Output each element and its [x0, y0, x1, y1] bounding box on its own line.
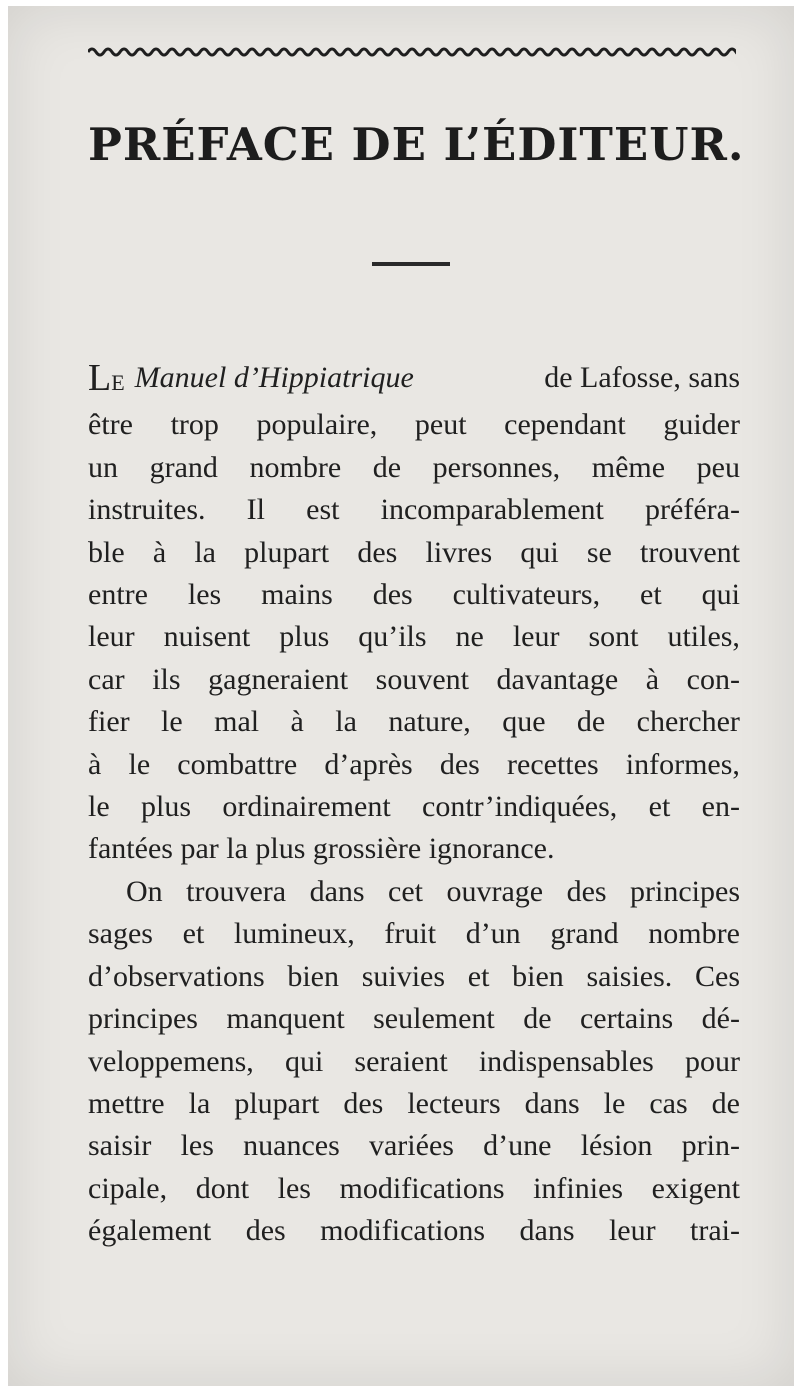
- word: les: [187, 578, 222, 612]
- word: souvent: [375, 662, 469, 696]
- word: est: [306, 493, 340, 527]
- word: prin-: [681, 1129, 740, 1163]
- word: nombre: [648, 917, 740, 951]
- word: que: [502, 705, 546, 739]
- text-line: [88, 744, 740, 786]
- dropcap-smallcaps: E: [111, 370, 125, 395]
- word: cipale,: [88, 1171, 168, 1205]
- word: et: [467, 959, 490, 993]
- text-line: [88, 1168, 740, 1210]
- text-line: [88, 913, 740, 955]
- word: plupart: [244, 535, 330, 569]
- word: cependant: [504, 408, 626, 442]
- word: personnes,: [432, 450, 561, 484]
- word: principes: [630, 874, 740, 908]
- word: dans: [519, 1214, 575, 1248]
- word: le: [603, 1086, 626, 1120]
- text-line: [88, 532, 740, 574]
- word: le: [88, 790, 110, 824]
- body-text: [88, 357, 740, 1253]
- text-line: [88, 786, 740, 828]
- word: un: [88, 450, 118, 484]
- word: peut: [414, 408, 467, 442]
- word: plupart: [234, 1086, 320, 1120]
- word: la: [188, 1086, 211, 1120]
- word: le: [161, 705, 183, 739]
- word: sont: [588, 620, 639, 654]
- word: lecteurs: [407, 1086, 501, 1120]
- word: gagneraient: [208, 662, 349, 696]
- word: à: [645, 662, 660, 696]
- word: peu: [696, 450, 740, 484]
- word: indispensables: [478, 1044, 654, 1078]
- text-line: [88, 871, 740, 913]
- word: certains: [579, 1002, 674, 1036]
- word: grand: [550, 917, 619, 951]
- text-line: [88, 489, 740, 531]
- word: combattre: [177, 747, 298, 781]
- word: suivies: [361, 959, 446, 993]
- word: infinies: [533, 1171, 624, 1205]
- word: lumineux,: [233, 917, 355, 951]
- word: On: [126, 874, 163, 908]
- text-line-1-rest: de Lafosse, sans: [536, 361, 740, 394]
- book-title: Manuel d’Hippiatrique: [134, 361, 414, 394]
- word: nuances: [243, 1129, 340, 1163]
- word: Il: [246, 493, 265, 527]
- word: d’observations: [88, 959, 265, 993]
- word: trai-: [690, 1214, 740, 1248]
- word: ble: [88, 535, 125, 569]
- word: leur: [512, 620, 560, 654]
- word: seraient: [354, 1044, 448, 1078]
- word: instruites.: [88, 493, 206, 527]
- word: contr’indiquées,: [422, 790, 618, 824]
- word: leur: [608, 1214, 656, 1248]
- word: d’un: [465, 917, 521, 951]
- word: utiles,: [667, 620, 740, 654]
- word: des: [372, 578, 413, 612]
- page-title: PRÉFACE DE L’ÉDITEUR.: [88, 118, 745, 171]
- word: recettes: [507, 747, 599, 781]
- word: dans: [524, 1086, 580, 1120]
- word: entre: [88, 578, 148, 612]
- text-line: [88, 616, 740, 658]
- word: ouvrage: [446, 874, 544, 908]
- word: fruit: [384, 917, 437, 951]
- ornamental-rule: [88, 46, 736, 58]
- word: préféra-: [645, 493, 740, 527]
- book-page: [8, 6, 794, 1386]
- word: exigent: [651, 1171, 740, 1205]
- word: leur: [88, 620, 135, 654]
- word: à: [290, 705, 304, 739]
- text-line: [88, 701, 740, 743]
- word: être: [88, 408, 133, 442]
- word: pour: [684, 1044, 740, 1078]
- word: de: [576, 705, 606, 739]
- word: de: [372, 450, 402, 484]
- word: saisies.: [586, 959, 673, 993]
- word: mains: [261, 578, 333, 612]
- text-line: [88, 956, 740, 998]
- word: trouvera: [186, 874, 287, 908]
- word: plus: [141, 790, 192, 824]
- word: nature,: [388, 705, 471, 739]
- dropcap: [88, 357, 125, 404]
- word: des: [566, 874, 607, 908]
- word: ils: [152, 662, 181, 696]
- text-line: [88, 1125, 740, 1167]
- word: bien: [512, 959, 564, 993]
- word: guider: [663, 408, 740, 442]
- word: trop: [170, 408, 219, 442]
- word: cultivateurs,: [452, 578, 601, 612]
- word: principes: [88, 1002, 198, 1036]
- word: le: [128, 747, 151, 781]
- word: se: [586, 535, 612, 569]
- word: Ces: [695, 959, 740, 993]
- word: ne: [455, 620, 484, 654]
- word: qui: [284, 1044, 324, 1078]
- text-line: [88, 447, 740, 489]
- word: des: [343, 1086, 384, 1120]
- word: des: [357, 535, 398, 569]
- word: bien: [287, 959, 339, 993]
- word: d’une: [483, 1129, 552, 1163]
- word: chercher: [636, 705, 740, 739]
- word: de: [523, 1002, 552, 1036]
- word: des: [439, 747, 480, 781]
- word: les: [277, 1171, 311, 1205]
- text-line: [88, 1041, 740, 1083]
- word: dans: [309, 874, 365, 908]
- word: fier: [88, 705, 130, 739]
- text-line: [88, 1210, 740, 1252]
- word: mal: [214, 705, 260, 739]
- word: nombre: [249, 450, 342, 484]
- word: d’après: [324, 747, 413, 781]
- word: mettre: [88, 1086, 165, 1120]
- title-underline: [372, 262, 450, 266]
- word: car: [88, 662, 125, 696]
- word: même: [591, 450, 666, 484]
- word: et: [648, 790, 671, 824]
- word: seulement: [373, 1002, 495, 1036]
- word: plus: [279, 620, 330, 654]
- word: modifications: [320, 1214, 486, 1248]
- word: dont: [195, 1171, 250, 1205]
- word: informes,: [625, 747, 740, 781]
- word: de: [711, 1086, 740, 1120]
- word: cet: [388, 874, 423, 908]
- word: et: [182, 917, 205, 951]
- word: modifications: [339, 1171, 505, 1205]
- word: et: [640, 578, 662, 612]
- word: livres: [425, 535, 493, 569]
- text-line-1: [88, 357, 740, 404]
- text-line: [88, 1083, 740, 1125]
- word: lésion: [580, 1129, 653, 1163]
- word: incomparablement: [380, 493, 604, 527]
- word: nuisent: [163, 620, 251, 654]
- dropcap-letter: L: [88, 357, 112, 399]
- word: sages: [88, 917, 153, 951]
- word: saisir: [88, 1129, 152, 1163]
- word: fantées par la plus grossière ignorance.: [88, 832, 555, 866]
- word: la: [194, 535, 216, 569]
- text-line: [88, 828, 740, 870]
- paragraph-2-lines: [88, 871, 740, 1253]
- word: veloppemens,: [88, 1044, 254, 1078]
- text-line: [88, 998, 740, 1040]
- word: ordinairement: [222, 790, 391, 824]
- word: les: [180, 1129, 214, 1163]
- word: qui: [520, 535, 559, 569]
- word: des: [245, 1214, 286, 1248]
- word: grand: [149, 450, 218, 484]
- word: cas: [649, 1086, 688, 1120]
- word: davantage: [496, 662, 619, 696]
- word: à: [88, 747, 102, 781]
- word: trouvent: [640, 535, 740, 569]
- text-line: [88, 659, 740, 701]
- word: dé-: [701, 1002, 740, 1036]
- word: la: [335, 705, 357, 739]
- word: con-: [686, 662, 740, 696]
- word: variées: [368, 1129, 454, 1163]
- word: en-: [701, 790, 740, 824]
- word: également: [88, 1214, 212, 1248]
- text-line: [88, 404, 740, 446]
- word: manquent: [226, 1002, 345, 1036]
- word: qui: [701, 578, 740, 612]
- text-line: [88, 574, 740, 616]
- word: populaire,: [256, 408, 378, 442]
- word: à: [152, 535, 167, 569]
- paragraph-1-lines: [88, 404, 740, 870]
- word: qu’ils: [358, 620, 427, 654]
